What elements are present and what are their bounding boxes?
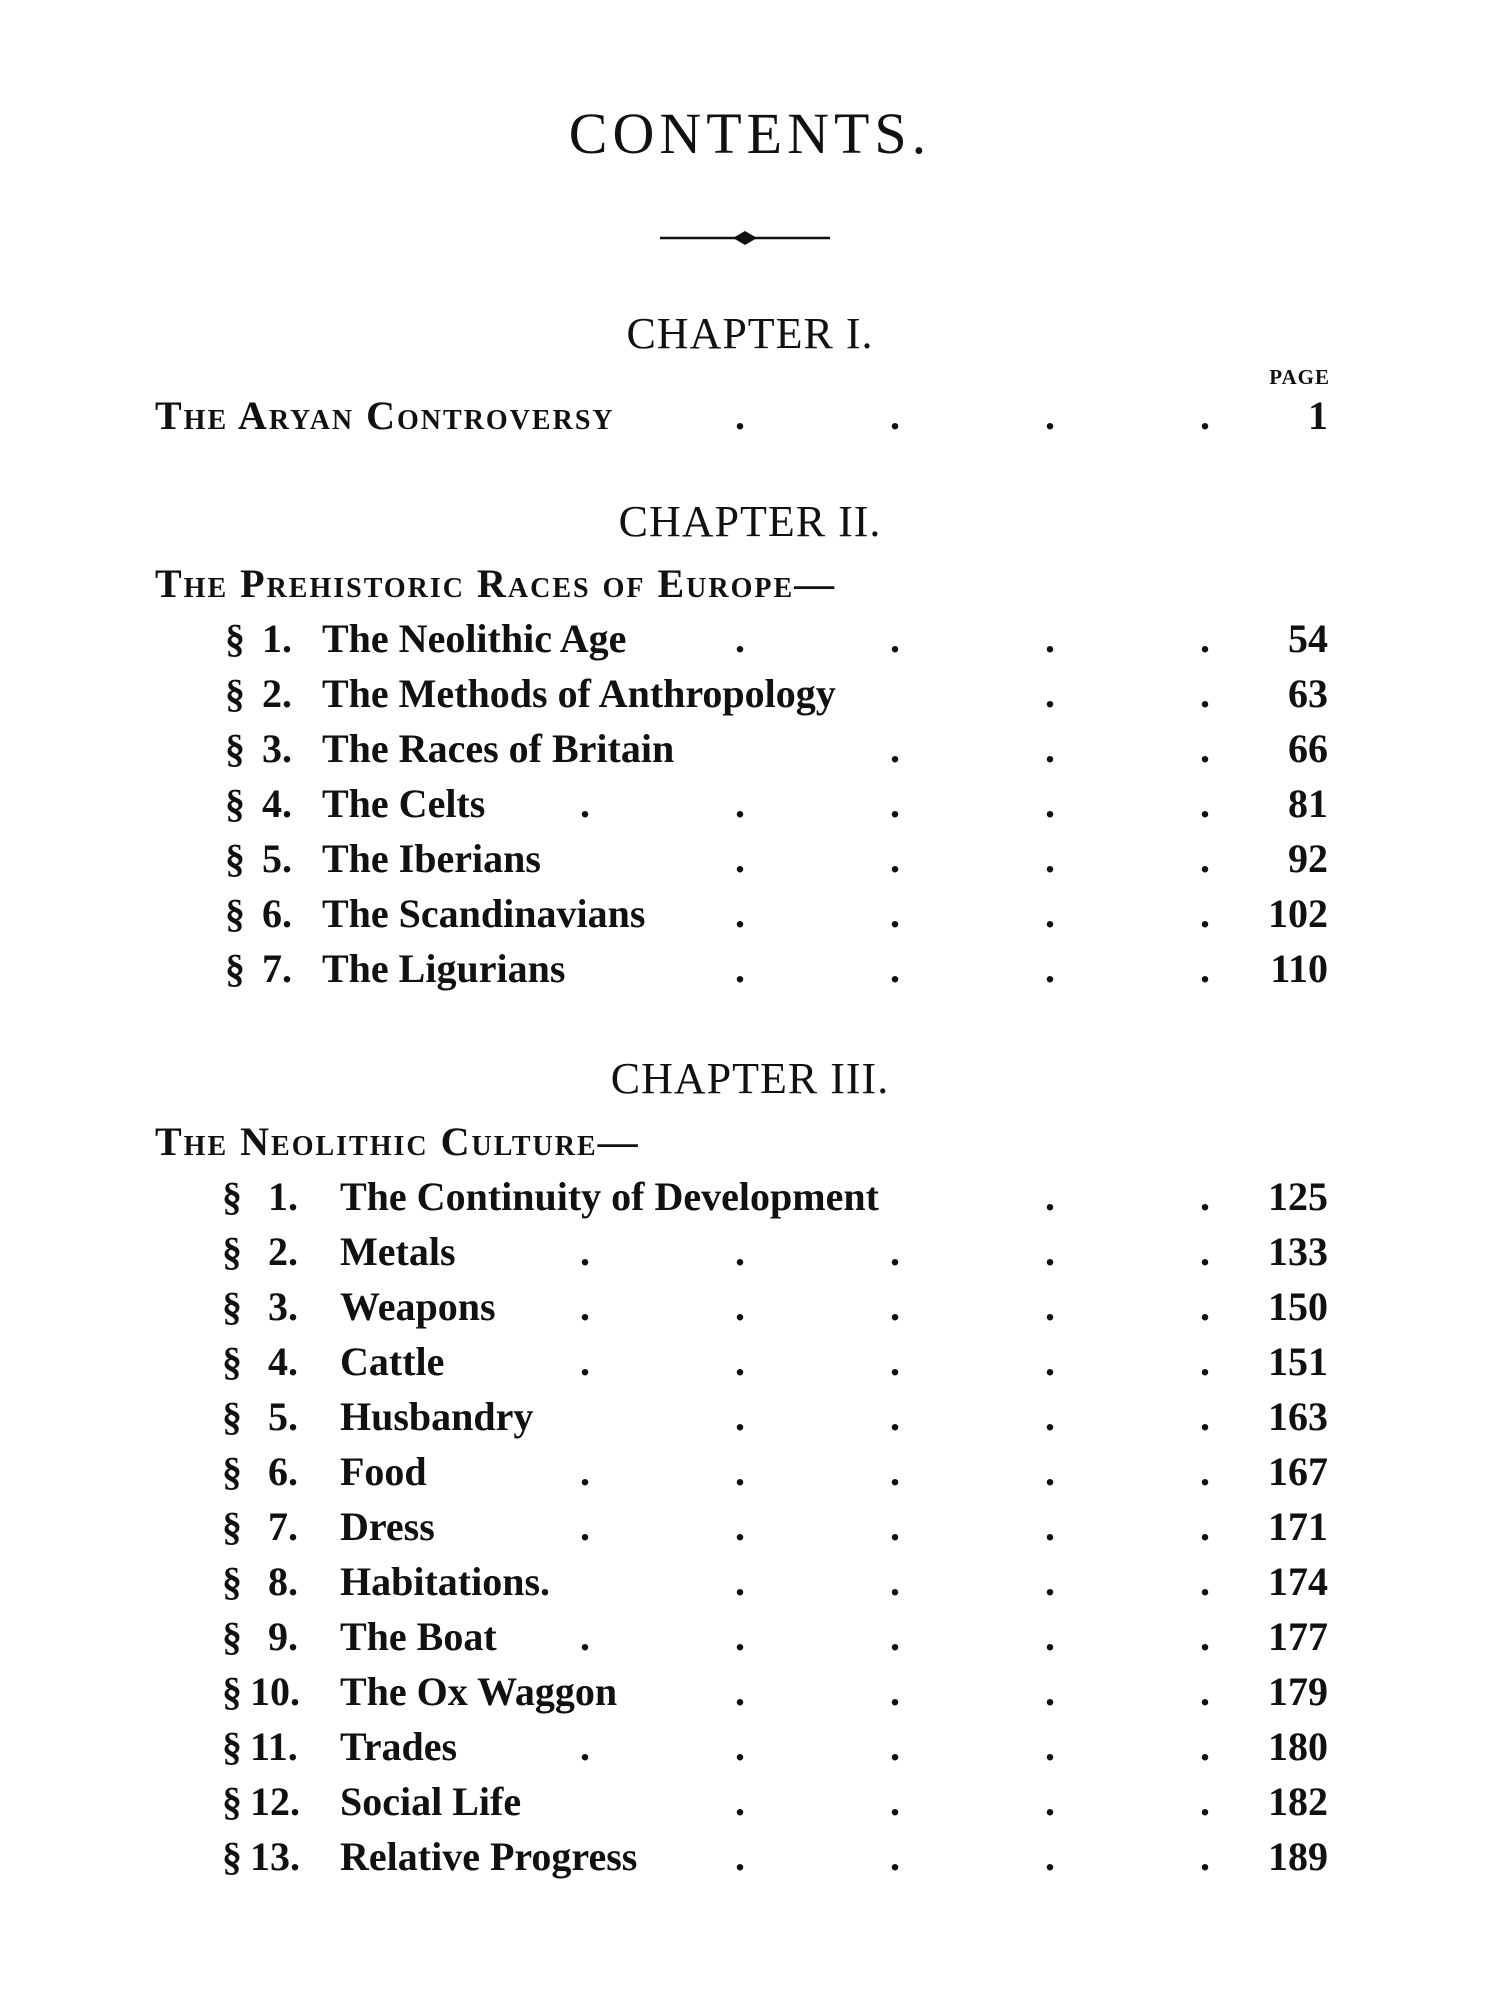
section-mark: § bbox=[225, 616, 245, 661]
section-number: 2. bbox=[268, 1229, 298, 1274]
dot-leader: . bbox=[1045, 1724, 1055, 1769]
toc-section-row[interactable] bbox=[0, 1503, 1500, 1559]
toc-section-row[interactable] bbox=[0, 1833, 1500, 1889]
dot-leader: . bbox=[1200, 1614, 1210, 1659]
section-number: 6. bbox=[262, 891, 292, 936]
dot-leader: . bbox=[580, 781, 590, 826]
dot-leader: . bbox=[735, 393, 745, 438]
section-number: 11. bbox=[250, 1724, 298, 1769]
dot-leader: . bbox=[1200, 616, 1210, 661]
dot-leader: . bbox=[1200, 1834, 1210, 1879]
section-title: The Ligurians bbox=[322, 946, 566, 991]
section-number: 4. bbox=[262, 781, 292, 826]
toc-entry-chapter-2 bbox=[0, 560, 1500, 616]
dot-leader: . bbox=[580, 1339, 590, 1384]
section-title: The Celts bbox=[322, 781, 486, 826]
page-number: 179 bbox=[1268, 1669, 1328, 1714]
dot-leader: . bbox=[1200, 946, 1210, 991]
chapter-1-heading: CHAPTER I. bbox=[626, 309, 874, 358]
section-number: 10. bbox=[250, 1669, 300, 1714]
section-title: The Methods of Anthropology bbox=[322, 671, 836, 716]
dot-leader: . bbox=[1045, 1229, 1055, 1274]
section-title: The Iberians bbox=[322, 836, 541, 881]
section-title: The Continuity of Development bbox=[340, 1174, 879, 1219]
section-title: The Neolithic Age bbox=[322, 616, 627, 661]
section-mark: § bbox=[222, 1779, 242, 1824]
toc-section-row[interactable] bbox=[0, 1283, 1500, 1339]
dot-leader: . bbox=[1045, 1394, 1055, 1439]
page-number: 125 bbox=[1268, 1174, 1328, 1219]
dot-leader: . bbox=[735, 616, 745, 661]
dot-leader: . bbox=[890, 1834, 900, 1879]
dot-leader: . bbox=[890, 946, 900, 991]
toc-section-row[interactable] bbox=[0, 1778, 1500, 1834]
section-number: 9. bbox=[268, 1614, 298, 1659]
toc-section-row[interactable] bbox=[0, 890, 1500, 946]
section-mark: § bbox=[222, 1229, 242, 1274]
page-number: 63 bbox=[1288, 671, 1328, 716]
page-number: 133 bbox=[1268, 1229, 1328, 1274]
section-title: The Scandinavians bbox=[322, 891, 646, 936]
dot-leader: . bbox=[1045, 1559, 1055, 1604]
dot-leader: . bbox=[580, 1284, 590, 1329]
dot-leader: . bbox=[735, 1229, 745, 1274]
dot-leader: . bbox=[1045, 781, 1055, 826]
dot-leader: . bbox=[1045, 1614, 1055, 1659]
dot-leader: . bbox=[890, 1394, 900, 1439]
toc-entry-chapter-1[interactable] bbox=[0, 392, 1500, 448]
dot-leader: . bbox=[890, 1504, 900, 1549]
dot-leader: . bbox=[1045, 1504, 1055, 1549]
dot-leader: . bbox=[735, 1339, 745, 1384]
section-mark: § bbox=[225, 891, 245, 936]
toc-section-row[interactable] bbox=[0, 1173, 1500, 1229]
section-mark: § bbox=[222, 1284, 242, 1329]
dot-leader: . bbox=[890, 726, 900, 771]
dot-leader: . bbox=[1045, 616, 1055, 661]
dot-leader: . bbox=[580, 1614, 590, 1659]
dot-leader: . bbox=[1045, 726, 1055, 771]
section-mark: § bbox=[222, 1834, 242, 1879]
section-number: 5. bbox=[262, 836, 292, 881]
dot-leader: . bbox=[735, 1284, 745, 1329]
dot-leader: . bbox=[1200, 726, 1210, 771]
dot-leader: . bbox=[735, 1449, 745, 1494]
dot-leader: . bbox=[890, 393, 900, 438]
toc-section-row[interactable] bbox=[0, 835, 1500, 891]
dot-leader: . bbox=[735, 1724, 745, 1769]
page-number: 110 bbox=[1270, 946, 1328, 991]
dot-leader: . bbox=[1200, 1339, 1210, 1384]
section-title: Weapons bbox=[340, 1284, 496, 1329]
dot-leader: . bbox=[890, 1614, 900, 1659]
dot-leader: . bbox=[1045, 393, 1055, 438]
dot-leader: . bbox=[1200, 1229, 1210, 1274]
dot-leader: . bbox=[1200, 1504, 1210, 1549]
section-number: 2. bbox=[262, 671, 292, 716]
dot-leader: . bbox=[735, 836, 745, 881]
toc-section-row[interactable] bbox=[0, 1613, 1500, 1669]
section-title: Cattle bbox=[340, 1339, 445, 1384]
dot-leader: . bbox=[1045, 1339, 1055, 1384]
section-number: 1. bbox=[268, 1174, 298, 1219]
toc-section-row[interactable] bbox=[0, 1393, 1500, 1449]
toc-section-row[interactable] bbox=[0, 615, 1500, 671]
page-number: 66 bbox=[1288, 726, 1328, 771]
section-mark: § bbox=[225, 726, 245, 771]
section-mark: § bbox=[225, 671, 245, 716]
section-mark: § bbox=[225, 781, 245, 826]
page-number: 177 bbox=[1268, 1614, 1328, 1659]
dot-leader: . bbox=[580, 1229, 590, 1274]
toc-section-row[interactable] bbox=[0, 725, 1500, 781]
dot-leader: . bbox=[890, 891, 900, 936]
section-mark: § bbox=[222, 1449, 242, 1494]
chapter-2-title: The Prehistoric Races of Europe— bbox=[155, 561, 837, 606]
section-number: 5. bbox=[268, 1394, 298, 1439]
page-number: 174 bbox=[1268, 1559, 1328, 1604]
page-number: 151 bbox=[1268, 1339, 1328, 1384]
dot-leader: . bbox=[1045, 1669, 1055, 1714]
page-column-label: PAGE bbox=[1269, 365, 1330, 389]
dot-leader: . bbox=[1200, 836, 1210, 881]
chapter-3-heading: CHAPTER III. bbox=[610, 1054, 890, 1103]
dot-leader: . bbox=[1200, 891, 1210, 936]
section-mark: § bbox=[222, 1339, 242, 1384]
dot-leader: . bbox=[735, 1669, 745, 1714]
dot-leader: . bbox=[1200, 1449, 1210, 1494]
page-number: 167 bbox=[1268, 1449, 1328, 1494]
dot-leader: . bbox=[890, 1339, 900, 1384]
section-mark: § bbox=[222, 1614, 242, 1659]
section-title: The Races of Britain bbox=[322, 726, 675, 771]
section-title: Relative Progress bbox=[340, 1834, 638, 1879]
dot-leader: . bbox=[1200, 1724, 1210, 1769]
dot-leader: . bbox=[735, 946, 745, 991]
page-number: 150 bbox=[1268, 1284, 1328, 1329]
section-mark: § bbox=[222, 1669, 242, 1714]
toc-section-row[interactable] bbox=[0, 1668, 1500, 1724]
dot-leader: . bbox=[890, 1284, 900, 1329]
section-number: 7. bbox=[262, 946, 292, 991]
section-title: The Ox Waggon bbox=[340, 1669, 618, 1714]
dot-leader: . bbox=[1045, 891, 1055, 936]
dot-leader: . bbox=[580, 1449, 590, 1494]
dot-leader: . bbox=[890, 781, 900, 826]
page-number: 171 bbox=[1268, 1504, 1328, 1549]
chapter-1-title: The Aryan Controversy bbox=[155, 393, 615, 438]
section-title: Dress bbox=[340, 1504, 435, 1549]
section-number: 12. bbox=[250, 1779, 300, 1824]
dot-leader: . bbox=[735, 1834, 745, 1879]
page-number: 180 bbox=[1268, 1724, 1328, 1769]
dot-leader: . bbox=[1200, 1779, 1210, 1824]
toc-section-row[interactable] bbox=[0, 1723, 1500, 1779]
toc-section-row[interactable] bbox=[0, 1448, 1500, 1504]
section-number: 6. bbox=[268, 1449, 298, 1494]
toc-section-row[interactable] bbox=[0, 670, 1500, 726]
dot-leader: . bbox=[1045, 1834, 1055, 1879]
section-mark: § bbox=[222, 1504, 242, 1549]
dot-leader: . bbox=[1200, 781, 1210, 826]
section-number: 3. bbox=[268, 1284, 298, 1329]
page-number: 182 bbox=[1268, 1779, 1328, 1824]
dot-leader: . bbox=[1045, 671, 1055, 716]
dot-leader: . bbox=[580, 1504, 590, 1549]
chapter-2-heading: CHAPTER II. bbox=[618, 497, 882, 546]
toc-section-row[interactable] bbox=[0, 945, 1500, 1001]
toc-section-row[interactable] bbox=[0, 1558, 1500, 1614]
page-number: 163 bbox=[1268, 1394, 1328, 1439]
section-mark: § bbox=[222, 1174, 242, 1219]
dot-leader: . bbox=[1200, 1669, 1210, 1714]
toc-section-row[interactable] bbox=[0, 1228, 1500, 1284]
section-title: Food bbox=[340, 1449, 427, 1494]
page-title: CONTENTS. bbox=[568, 101, 932, 166]
dot-leader: . bbox=[890, 616, 900, 661]
section-number: 1. bbox=[262, 616, 292, 661]
dot-leader: . bbox=[1200, 1174, 1210, 1219]
page-number: 102 bbox=[1268, 891, 1328, 936]
section-mark: § bbox=[222, 1724, 242, 1769]
dot-leader: . bbox=[735, 1394, 745, 1439]
page-number: 92 bbox=[1288, 836, 1328, 881]
dot-leader: . bbox=[890, 1559, 900, 1604]
section-mark: § bbox=[225, 836, 245, 881]
dot-leader: . bbox=[580, 1724, 590, 1769]
dot-leader: . bbox=[1200, 1559, 1210, 1604]
dot-leader: . bbox=[1045, 1284, 1055, 1329]
divider-ornament-icon bbox=[660, 228, 830, 248]
dot-leader: . bbox=[890, 1449, 900, 1494]
section-number: 8. bbox=[268, 1559, 298, 1604]
page-number: 54 bbox=[1288, 616, 1328, 661]
chapter-3-title: The Neolithic Culture— bbox=[155, 1119, 640, 1164]
dot-leader: . bbox=[890, 1669, 900, 1714]
dot-leader: . bbox=[1045, 946, 1055, 991]
dot-leader: . bbox=[735, 1504, 745, 1549]
toc-section-row[interactable] bbox=[0, 780, 1500, 836]
dot-leader: . bbox=[1200, 1284, 1210, 1329]
dot-leader: . bbox=[1200, 1394, 1210, 1439]
section-title: Habitations. bbox=[340, 1559, 551, 1604]
dot-leader: . bbox=[735, 781, 745, 826]
dot-leader: . bbox=[890, 1779, 900, 1824]
dot-leader: . bbox=[1045, 1779, 1055, 1824]
section-title: Social Life bbox=[340, 1779, 522, 1824]
toc-section-row[interactable] bbox=[0, 1338, 1500, 1394]
page-number: 1 bbox=[1308, 393, 1328, 438]
dot-leader: . bbox=[1200, 671, 1210, 716]
dot-leader: . bbox=[1045, 1449, 1055, 1494]
section-number: 3. bbox=[262, 726, 292, 771]
section-mark: § bbox=[225, 946, 245, 991]
section-title: Metals bbox=[340, 1229, 456, 1274]
dot-leader: . bbox=[890, 1724, 900, 1769]
section-mark: § bbox=[222, 1559, 242, 1604]
section-number: 7. bbox=[268, 1504, 298, 1549]
toc-entry-chapter-3 bbox=[0, 1118, 1500, 1174]
dot-leader: . bbox=[735, 891, 745, 936]
dot-leader: . bbox=[890, 1229, 900, 1274]
section-title: The Boat bbox=[340, 1614, 497, 1659]
page-number: 189 bbox=[1268, 1834, 1328, 1879]
dot-leader: . bbox=[735, 1614, 745, 1659]
section-title: Trades bbox=[340, 1724, 458, 1769]
section-number: 13. bbox=[250, 1834, 300, 1879]
dot-leader: . bbox=[890, 836, 900, 881]
dot-leader: . bbox=[1200, 393, 1210, 438]
page-number: 81 bbox=[1288, 781, 1328, 826]
dot-leader: . bbox=[735, 1779, 745, 1824]
section-number: 4. bbox=[268, 1339, 298, 1384]
dot-leader: . bbox=[735, 1559, 745, 1604]
dot-leader: . bbox=[1045, 1174, 1055, 1219]
dot-leader: . bbox=[1045, 836, 1055, 881]
section-title: Husbandry bbox=[340, 1394, 534, 1439]
section-mark: § bbox=[222, 1394, 242, 1439]
